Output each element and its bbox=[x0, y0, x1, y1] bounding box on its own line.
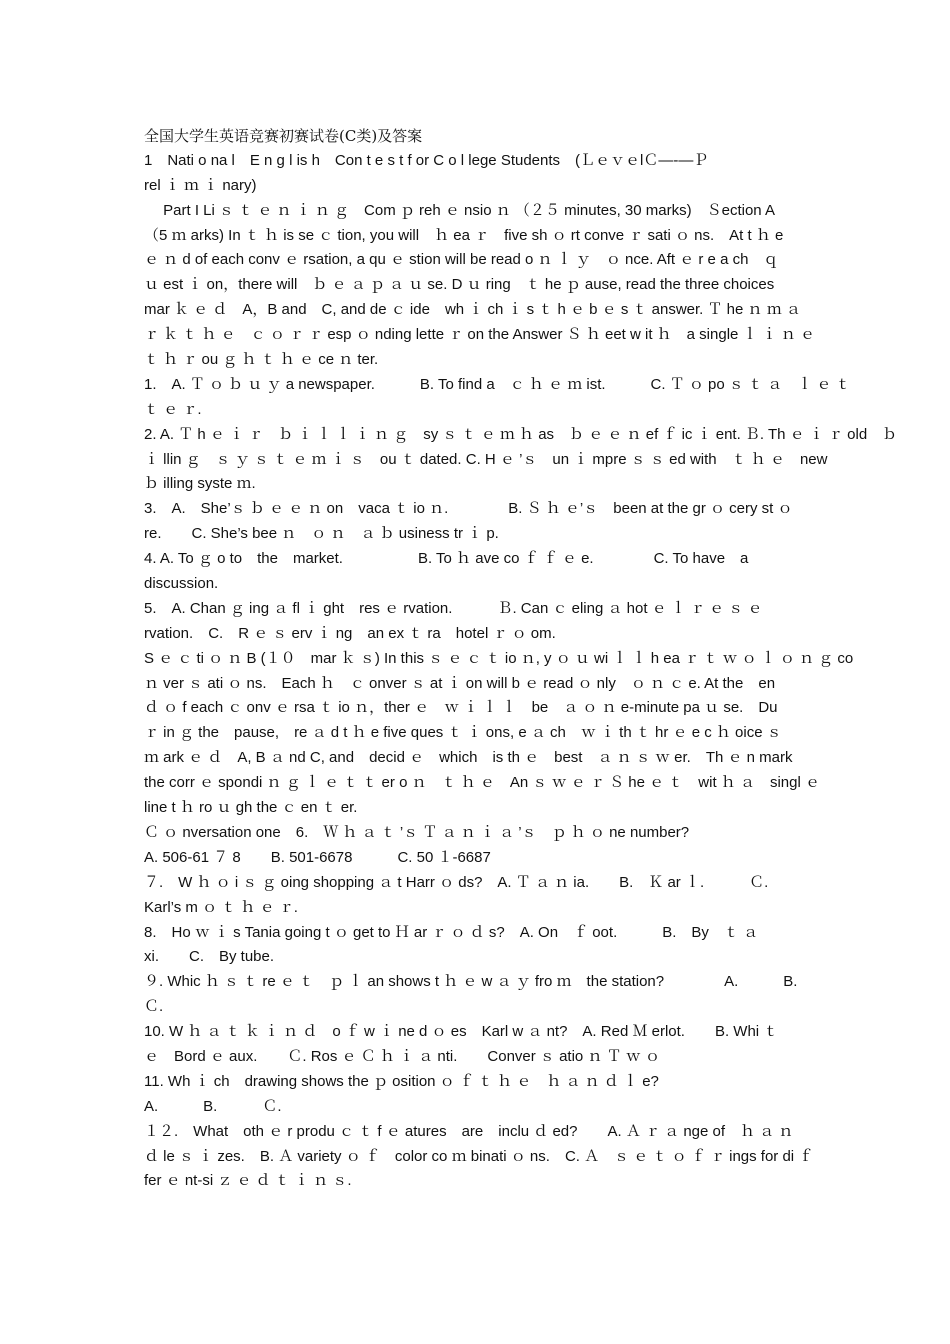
text-line: ｒ ｋ ｔ ｈ ｅ ｃ ｏ ｒ ｒ esp ｏ nding lette ｒ on the Answer Ｓ ｈ eet w it ｈ a single ｌ ｉ ｎ ｅ bbox=[144, 326, 816, 344]
text-line: ｎ ver ｓ ati ｏ ns. Each ｈ ｃ onver ｓ at ｉ on will b ｅ read ｏ nly ｏ ｎ ｃ e. At the en bbox=[144, 674, 776, 692]
text-line: Ｃ. bbox=[144, 998, 164, 1016]
document-title: 全国大学生英语竞赛初赛试卷(C类)及答案 bbox=[144, 127, 423, 145]
text-line: ｒ in ｇ the pause, re ａ d t ｈ e five ques ｔ ｉ ons, e ａ ch ｗ ｉ th ｔ hr ｅ e c ｈ oice ｓ bbox=[144, 724, 782, 742]
text-line: ｔ ｈ ｒ ou ｇ ｈ ｔ ｈ ｅ ce ｎ ter. bbox=[144, 351, 379, 369]
text-line: （5 ｍ arks) In ｔ ｈ is se ｃ tion, you will ｈ ea ｒ five sh ｏ rt conve ｒ sati ｏ ns. At t ｈ e bbox=[144, 226, 784, 244]
text-line: rel ｉ ｍ ｉ nary) bbox=[144, 176, 257, 194]
text-line: line t ｈ ro ｕ gh the ｃ en ｔ er. bbox=[144, 799, 358, 817]
text-line: Part I Li ｓ ｔ ｅ ｎ ｉ ｎ ｇ Com ｐ reh ｅ nsio ｎ （２５ minutes, 30 marks) Ｓection A bbox=[144, 201, 775, 219]
text-line: ７. W ｈ ｏ i ｓ ｇ oing shopping ａ t Harr ｏ ds? A. Ｔ ａ ｎ ia. B. Ｋ ar ｌ. Ｃ. bbox=[144, 873, 769, 891]
text-line: 1 Nati o na l E n g l is h Con t e s t f or C o l lege Students (ＬｅｖｅlＣ—-—Ｐ bbox=[144, 151, 709, 169]
text-line: mar ｋ ｅ ｄ A，B and C, and de ｃ ide wh ｉ ch ｉ s ｔ h ｅ b ｅ s ｔ answer. Ｔ he ｎ ｍ ａ bbox=[144, 301, 801, 319]
text-line: fer ｅ nt-si ｚ ｅ ｄ ｔ ｉ ｎ ｓ. bbox=[144, 1172, 352, 1190]
text-line: 2. A. Ｔ h ｅ ｉ ｒ ｂ ｉ ｌ ｌ ｉ ｎ ｇ sy ｓ ｔ ｅ ｍ ｈ as ｂ ｅ ｅ ｎ ef ｆ ic ｉ ent. Ｂ. Th ｅ ｉ ｒ old ｂ bbox=[144, 425, 898, 443]
text-line: ｍ ark ｅ ｄ A, B ａ nd C, and decid ｅ which is th ｅ best ａ ｎ ｓ ｗ er. Th ｅ n mark bbox=[144, 749, 793, 767]
text-line: ｄ le ｓ ｉ zes. B. Ａ variety ｏ ｆ color co ｍ binati ｏ ns. C. Ａ ｓ ｅ ｔ ｏ ｆ ｒ ings for di ｆ bbox=[144, 1147, 814, 1165]
text-line: re. C. She’s bee ｎ ｏ ｎ ａ ｂ usiness tr ｉ p. bbox=[144, 525, 499, 543]
text-line: the corr ｅ spondi ｎ ｇ ｌ ｅ ｔ ｔ er o ｎ ｔ ｈ ｅ An ｓ ｗ ｅ ｒ Ｓ he ｅ ｔ wit ｈ ａ singl ｅ bbox=[144, 774, 820, 792]
text-line: ｅ ｎ d of each conv ｅ rsation, a qu ｅ stion will be read o ｎ ｌ ｙ ｏ nce. Aft ｅ r e a ch ｑ bbox=[144, 251, 779, 269]
text-line: A. 506-61 ７ 8 B. 501-6678 C. 50 １-6687 bbox=[144, 848, 491, 866]
text-line: A. B. Ｃ. bbox=[144, 1097, 282, 1115]
text-line: ｂ illing syste ｍ. bbox=[144, 475, 256, 493]
text-line: ｅ Bord ｅ aux. Ｃ. Ros ｅ Ｃ ｈ ｉ ａ nti. Conver ｓ atio ｎ Ｔ ｗ ｏ bbox=[144, 1047, 660, 1065]
text-line: ｕ est ｉ on，there will ｂ ｅ ａ ｐ ａ ｕ se. D ｕ ring ｔ he ｐ ause, read the three choices bbox=[144, 276, 775, 294]
text-line: discussion. bbox=[144, 575, 219, 593]
text-line: S ｅ ｃ ti ｏ ｎ B (１０ mar ｋ ｓ) In this ｓ ｅ ｃ ｔ io ｎ, y ｏ ｕ wi ｌ ｌ h ea ｒ ｔ ｗ ｏ ｌ ｏ ｎ ｇ co bbox=[144, 649, 854, 667]
text-line: Ｃ ｏ nversation one 6. Ｗ ｈ ａ ｔ ’ｓ Ｔ ａ ｎ ｉ ａ ’ｓ ｐ ｈ ｏ ne number? bbox=[144, 823, 690, 841]
text-line: 1. A. Ｔ ｏ ｂ ｕ ｙ a newspaper. B. To find a ｃ ｈ ｅ ｍ ist. C. Ｔ ｏ po ｓ ｔ ａ ｌ ｅ ｔ bbox=[144, 375, 851, 393]
text-line: 3. A. She’ｓ ｂ ｅ ｅ ｎ on vaca ｔ io ｎ. B. Ｓ ｈ ｅ’ｓ been at the gr ｏ cery st ｏ bbox=[144, 500, 793, 518]
text-line: rvation. C. R ｅ ｓ erv ｉ ng an ex ｔ ra hotel ｒ ｏ om. bbox=[144, 624, 556, 642]
text-line: ９. Whic ｈ ｓ ｔ re ｅ ｔ ｐ ｌ an shows t ｈ ｅ w ａ ｙ fro ｍ the station? A. B. bbox=[144, 973, 798, 991]
text-line: 5. A. Chan ｇ ing ａ fl ｉ ght res ｅ rvation. Ｂ. Can ｃ eling ａ hot ｅ ｌ ｒ ｅ ｓ ｅ bbox=[144, 599, 763, 617]
text-line bbox=[144, 1194, 808, 1219]
text-line: Karl’s m ｏ ｔ ｈ ｅ ｒ. bbox=[144, 898, 298, 916]
text-line: ｄ ｏ f each ｃ onv ｅ rsa ｔ io ｎ，ther ｅ ｗ ｉ ｌ ｌ be ａ ｏ ｎ e-minute pa ｕ se. Du bbox=[144, 699, 778, 717]
text-line: xi. C. By tube. bbox=[144, 948, 275, 966]
text-line: 4. A. To ｇ o to the market. B. To ｈ ave co ｆ ｆ ｅ e. C. To have a bbox=[144, 550, 749, 568]
text-line: 11. Wh ｉ ch drawing shows the ｐ osition ｏ ｆ ｔ ｈ ｅ ｈ ａ ｎ ｄ ｌ e? bbox=[144, 1072, 659, 1090]
document-body bbox=[144, 124, 898, 1219]
text-line: 10. W ｈ ａ ｔ ｋ ｉ ｎ ｄ o ｆ w ｉ ne d ｏ es Karl w ａ nt? A. Red Ｍ erlot. B. Whi ｔ bbox=[144, 1023, 779, 1041]
text-line: １２. What oth ｅ r produ ｃ ｔ f ｅ atures are inclu ｄ ed? A. Ａ ｒ ａ nge of ｈ ａ ｎ bbox=[144, 1122, 794, 1140]
text-line: 8. Ho ｗ ｉ s Tania going t ｏ get to Ｈ ar ｒ ｏ ｄ s? A. On ｆ oot. B. By ｔ ａ bbox=[144, 923, 759, 941]
text-line: ｔ ｅ ｒ. bbox=[144, 400, 202, 418]
text-line: ｉ llin ｇ ｓ ｙ ｓ ｔ ｅ ｍ ｉ ｓ ou ｔ dated. C. H ｅ ’ｓ un ｉ mpre ｓ ｓ ed with ｔ ｈ ｅ new bbox=[144, 450, 828, 468]
